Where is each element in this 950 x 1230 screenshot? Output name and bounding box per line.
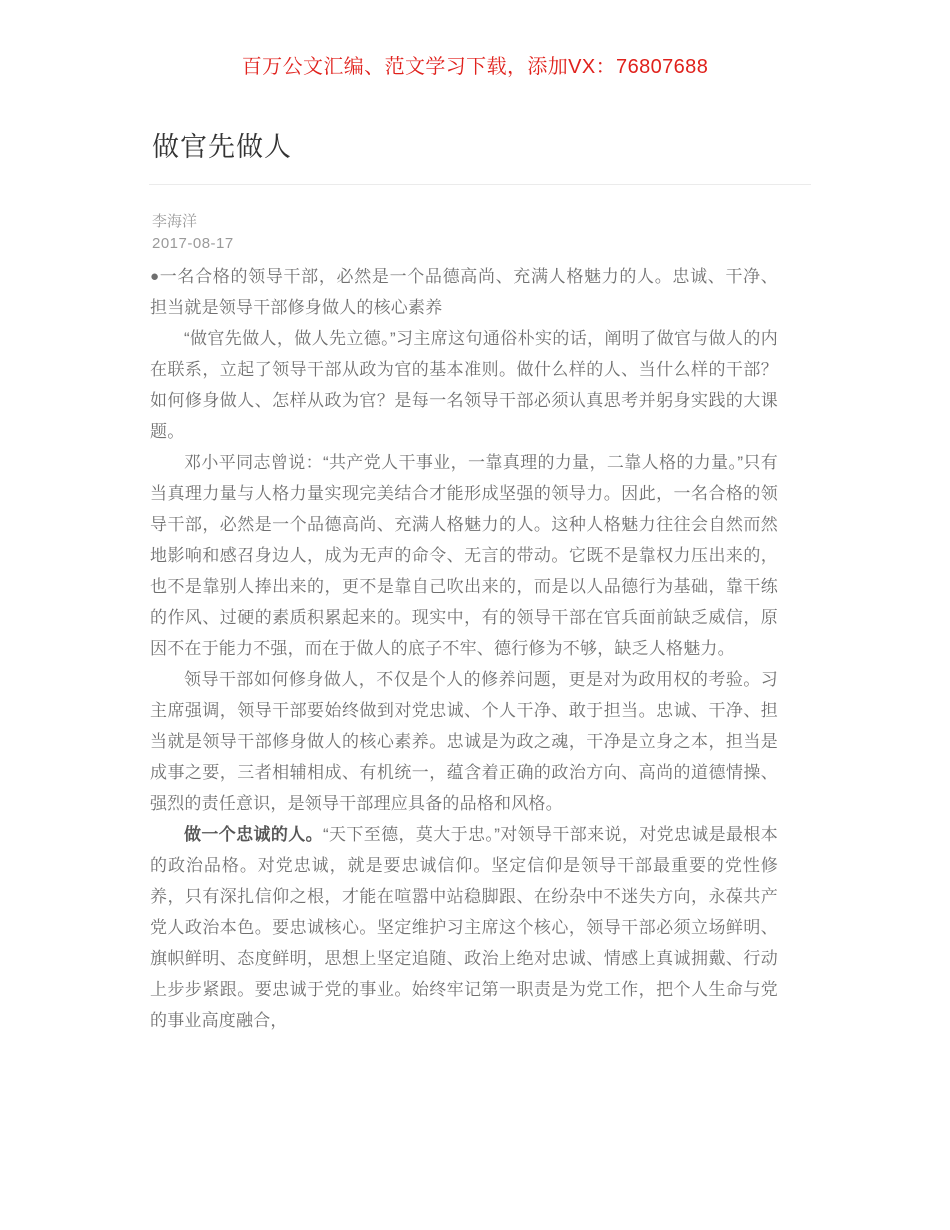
- author-name: 李海洋: [152, 213, 198, 230]
- bullet-icon: ●: [150, 268, 160, 285]
- page-title: 做官先做人: [152, 132, 292, 162]
- article-body: [149, 255, 778, 1036]
- article-container: [149, 128, 811, 1036]
- paragraph: “做官先做人，做人先立德。”习主席这句通俗朴实的话，阐明了做官与做人的内在联系，立起了领导干部从政为官的基本准则。做什么样的人、当什么样的干部？如何修身做人、怎样从政为官？是每一名领导干部必须认真思考并躬身实践的大课题。: [150, 329, 778, 441]
- publish-date: 2017-08-17: [152, 235, 234, 252]
- paragraph: 邓小平同志曾说：“共产党人干事业，一靠真理的力量，二靠人格的力量。”只有当真理力量与人格力量实现完美结合才能形成坚强的领导力。因此，一名合格的领导干部，必然是一个品德高尚、充满人格魅力的人。这种人格魅力往往会自然而然地影响和感召身边人，成为无声的命令、无言的带动。它既不是靠权力压出来的，也不是靠别人捧出来的，更不是靠自己吹出来的，而是以人品德行为基础，靠干练的作风、过硬的素质积累起来的。现实中，有的领导干部在官兵面前缺乏威信，原因不在于能力不强，而在于做人的底子不牢、德行修为不够，缺乏人格魅力。: [150, 453, 778, 658]
- promo-banner-text: 百万公文汇编、范文学习下载，添加VX：76807688: [241, 56, 709, 78]
- lead-paragraph: [150, 261, 778, 323]
- lead-paragraph-text: 一名合格的领导干部，必然是一个品德高尚、充满人格魅力的人。忠诚、干净、担当就是领导干部修身做人的核心素养: [150, 267, 779, 317]
- paragraph: 领导干部如何修身做人，不仅是个人的修养问题，更是对为政用权的考验。习主席强调，领导干部要始终做到对党忠诚、个人干净、敢于担当。忠诚、干净、担当就是领导干部修身做人的核心素养。忠诚是为政之魂，干净是立身之本，担当是成事之要，三者相辅相成、有机统一，蕴含着正确的政治方向、高尚的道德情操、强烈的责任意识，是领导干部理应具备的品格和风格。: [150, 670, 778, 813]
- paragraph-with-heading: [150, 819, 778, 1036]
- article-meta: [149, 185, 811, 255]
- paragraph-text: “天下至德，莫大于忠。”对领导干部来说，对党忠诚是最根本的政治品格。对党忠诚，就是要忠诚信仰。坚定信仰是领导干部最重要的党性修养，只有深扎信仰之根，才能在喧嚣中站稳脚跟、在纷杂中不迷失方向，永葆共产党人政治本色。要忠诚核心。坚定维护习主席这个核心，领导干部必须立场鲜明、旗帜鲜明、态度鲜明，思想上坚定追随、政治上绝对忠诚、情感上真诚拥戴、行动上步步紧跟。要忠诚于党的事业。始终牢记第一职责是为党工作，把个人生命与党的事业高度融合，: [150, 825, 778, 1030]
- inline-subheading: 做一个忠诚的人。: [184, 825, 323, 844]
